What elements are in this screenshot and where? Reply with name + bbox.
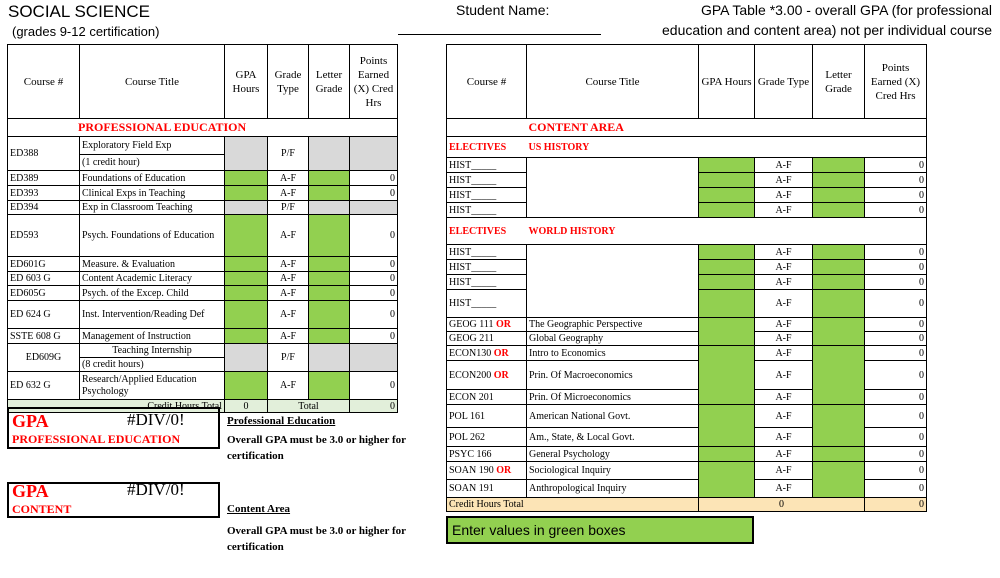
gpa-hours-input[interactable] xyxy=(699,346,755,405)
course-title: Foundations of Education xyxy=(80,171,225,186)
course-no: ED393 xyxy=(8,186,80,201)
grade-type: A-F xyxy=(755,361,813,390)
grade-type: A-F xyxy=(755,173,813,188)
table-row xyxy=(447,447,927,462)
course-no: ED 603 G xyxy=(8,272,80,286)
course-no: ED 632 G xyxy=(8,372,80,400)
course-title: Psych. Foundations of Education xyxy=(80,215,225,257)
points-cell: 0 xyxy=(865,290,927,318)
gpa-label: GPA xyxy=(12,481,49,501)
points-total-value: 0 xyxy=(865,498,927,512)
letter-grade-cell xyxy=(309,201,350,215)
letter-grade-input[interactable] xyxy=(813,275,865,290)
or-label: OR xyxy=(493,369,509,381)
gpa-hours-input[interactable] xyxy=(225,186,268,201)
grade-type: A-F xyxy=(755,428,813,447)
course-title: Intro to Economics xyxy=(527,346,699,361)
gpa-professional-value: #DIV/0! xyxy=(127,410,185,429)
grade-type: A-F xyxy=(755,245,813,260)
course-title: Am., State, & Local Govt. xyxy=(527,428,699,447)
letter-grade-input[interactable] xyxy=(309,329,350,344)
course-no: GEOG 211 xyxy=(447,332,527,346)
table-row xyxy=(8,215,398,257)
points-cell: 0 xyxy=(350,286,398,301)
course-title: The Geographic Perspective xyxy=(527,318,699,332)
course-no: HIST_____ xyxy=(447,290,527,318)
points-cell: 0 xyxy=(350,372,398,400)
table-row xyxy=(447,462,927,480)
course-title: Teaching Internship xyxy=(80,344,225,358)
section-title-content: CONTENT AREA xyxy=(527,119,927,137)
gpa-hours-input[interactable] xyxy=(699,405,755,447)
points-cell: 0 xyxy=(865,332,927,346)
gpa-content-value: #DIV/0! xyxy=(127,480,185,499)
letter-grade-input[interactable] xyxy=(309,186,350,201)
or-label: OR xyxy=(496,319,512,330)
letter-grade-cell xyxy=(309,137,350,171)
credit-hours-total-label: Credit Hours Total xyxy=(8,400,225,413)
letter-grade-input[interactable] xyxy=(309,272,350,286)
gpa-content-box xyxy=(7,482,220,518)
grade-type: P/F xyxy=(268,201,309,215)
grade-type: A-F xyxy=(755,332,813,346)
or-label: OR xyxy=(496,465,512,476)
points-total-label: Total xyxy=(268,400,350,413)
course-title: Measure. & Evaluation xyxy=(80,257,225,272)
page-subtitle: (grades 9-12 certification) xyxy=(12,24,160,39)
gpa-label: GPA xyxy=(12,411,49,431)
letter-grade-input[interactable] xyxy=(813,260,865,275)
col-course-no: Course # xyxy=(447,45,527,119)
page-title: SOCIAL SCIENCE xyxy=(8,2,151,21)
col-points: Points Earned (X) Cred Hrs xyxy=(865,45,927,119)
points-cell: 0 xyxy=(865,390,927,405)
credit-hours-total-value: 0 xyxy=(225,400,268,413)
letter-grade-input[interactable] xyxy=(813,447,865,462)
gpa-hours-input[interactable] xyxy=(699,245,755,260)
grade-type: P/F xyxy=(268,344,309,372)
course-no: ED394 xyxy=(8,201,80,215)
letter-grade-input[interactable] xyxy=(813,346,865,405)
gpa-hours-cell xyxy=(225,201,268,215)
course-no: ED601G xyxy=(8,257,80,272)
table-row xyxy=(447,245,927,260)
course-no: ED605G xyxy=(8,286,80,301)
gpa-professional-box xyxy=(7,407,220,449)
course-no: HIST_____ xyxy=(447,188,527,203)
gpa-hours-input[interactable] xyxy=(225,286,268,301)
course-no: HIST_____ xyxy=(447,260,527,275)
course-title-note: (1 credit hour) xyxy=(80,155,225,171)
grade-type: A-F xyxy=(755,447,813,462)
grade-type: A-F xyxy=(755,480,813,498)
points-cell xyxy=(350,137,398,171)
grade-type: A-F xyxy=(755,462,813,480)
gpa-hours-input[interactable] xyxy=(699,188,755,203)
col-grade-type: Grade Type xyxy=(755,45,813,119)
course-no: ED609G xyxy=(8,344,80,372)
points-cell: 0 xyxy=(865,245,927,260)
electives-label: ELECTIVES xyxy=(447,137,527,158)
grade-type: A-F xyxy=(755,318,813,332)
points-cell: 0 xyxy=(350,257,398,272)
letter-grade-input[interactable] xyxy=(309,301,350,329)
letter-grade-input[interactable] xyxy=(813,173,865,188)
section-title-professional: PROFESSIONAL EDUCATION xyxy=(8,119,398,137)
points-cell xyxy=(350,201,398,215)
gpa-hours-input[interactable] xyxy=(225,329,268,344)
grade-type: A-F xyxy=(268,186,309,201)
col-course-title: Course Title xyxy=(80,45,225,119)
points-cell: 0 xyxy=(865,480,927,498)
grade-type: A-F xyxy=(268,301,309,329)
grade-type: A-F xyxy=(268,171,309,186)
gpa-hours-cell xyxy=(225,344,268,372)
points-cell: 0 xyxy=(865,462,927,480)
table-row xyxy=(8,137,398,155)
gpa-hours-input[interactable] xyxy=(699,158,755,173)
gpa-hours-input[interactable] xyxy=(225,272,268,286)
course-title: Psych. of the Excep. Child xyxy=(80,286,225,301)
points-cell: 0 xyxy=(865,158,927,173)
points-cell: 0 xyxy=(350,272,398,286)
points-cell: 0 xyxy=(865,428,927,447)
points-cell: 0 xyxy=(865,203,927,218)
course-title: Exp in Classroom Teaching xyxy=(80,201,225,215)
table-row xyxy=(447,405,927,428)
gpa-note-line1: GPA Table *3.00 - overall GPA (for professional xyxy=(700,2,992,18)
gpa-hours-cell xyxy=(225,137,268,171)
table-row xyxy=(8,286,398,301)
grade-type: A-F xyxy=(268,257,309,272)
grade-type: A-F xyxy=(755,405,813,428)
table-row xyxy=(447,318,927,332)
professional-education-note: Overall GPA must be 3.0 or higher for certification xyxy=(227,434,406,462)
course-no: HIST_____ xyxy=(447,275,527,290)
col-course-title: Course Title xyxy=(527,45,699,119)
course-no: HIST_____ xyxy=(447,173,527,188)
course-title: Global Geography xyxy=(527,332,699,346)
table-row xyxy=(447,346,927,361)
course-title: American National Govt. xyxy=(527,405,699,428)
points-cell: 0 xyxy=(865,275,927,290)
content-area-table xyxy=(446,44,927,512)
letter-grade-input[interactable] xyxy=(813,158,865,173)
col-letter-grade: Letter Grade xyxy=(309,45,350,119)
gpa-hours-input[interactable] xyxy=(699,203,755,218)
student-name-field[interactable] xyxy=(398,34,601,35)
grade-type: P/F xyxy=(268,137,309,171)
gpa-hours-input[interactable] xyxy=(699,260,755,275)
credit-hours-total-label: Credit Hours Total xyxy=(447,498,699,512)
col-gpa-hours: GPA Hours xyxy=(699,45,755,119)
course-no: HIST_____ xyxy=(447,203,527,218)
course-no: ED 624 G xyxy=(8,301,80,329)
grade-type: A-F xyxy=(755,203,813,218)
points-cell: 0 xyxy=(350,171,398,186)
gpa-hours-input[interactable] xyxy=(699,173,755,188)
gpa-table-note xyxy=(618,0,992,40)
table-row xyxy=(8,186,398,201)
content-area-note-heading: Content Area xyxy=(227,503,291,515)
letter-grade-input[interactable] xyxy=(309,171,350,186)
course-title: General Psychology xyxy=(527,447,699,462)
course-no: PSYC 166 xyxy=(447,447,527,462)
gpa-hours-input[interactable] xyxy=(225,372,268,400)
course-title: Content Academic Literacy xyxy=(80,272,225,286)
course-no: SSTE 608 G xyxy=(8,329,80,344)
course-title-blank xyxy=(527,245,699,318)
electives-label: ELECTIVES xyxy=(447,218,527,245)
course-title: Exploratory Field Exp xyxy=(80,137,225,155)
course-title-blank xyxy=(527,158,699,218)
grade-type: A-F xyxy=(755,158,813,173)
course-no: HIST_____ xyxy=(447,158,527,173)
grade-type: A-F xyxy=(755,260,813,275)
grade-type: A-F xyxy=(268,329,309,344)
course-no: SOAN 191 xyxy=(447,480,527,498)
or-label: OR xyxy=(493,347,509,359)
letter-grade-input[interactable] xyxy=(813,462,865,498)
table-row xyxy=(8,329,398,344)
table-row xyxy=(8,201,398,215)
points-cell: 0 xyxy=(350,301,398,329)
gpa-hours-input[interactable] xyxy=(225,215,268,257)
gpa-hours-input[interactable] xyxy=(699,462,755,498)
us-history-label: US HISTORY xyxy=(527,137,927,158)
professional-education-table xyxy=(7,44,398,413)
letter-grade-input[interactable] xyxy=(309,257,350,272)
content-area-note: Overall GPA must be 3.0 or higher for certification xyxy=(227,525,406,553)
course-title: Anthropological Inquiry xyxy=(527,480,699,498)
grade-type: A-F xyxy=(268,372,309,400)
course-no: ED388 xyxy=(8,137,80,171)
points-cell: 0 xyxy=(350,215,398,257)
letter-grade-input[interactable] xyxy=(813,318,865,346)
grade-type: A-F xyxy=(268,272,309,286)
professional-education-note-heading: Professional Education xyxy=(227,415,336,427)
gpa-hours-input[interactable] xyxy=(699,275,755,290)
table-row xyxy=(8,372,398,400)
grade-type: A-F xyxy=(755,290,813,318)
gpa-hours-input[interactable] xyxy=(699,447,755,462)
world-history-label: WORLD HISTORY xyxy=(527,218,927,245)
points-cell xyxy=(350,344,398,372)
course-title: Inst. Intervention/Reading Def xyxy=(80,301,225,329)
points-cell: 0 xyxy=(865,346,927,361)
points-total-value: 0 xyxy=(350,400,398,413)
table-row xyxy=(8,171,398,186)
gpa-hours-input[interactable] xyxy=(225,257,268,272)
points-cell: 0 xyxy=(865,318,927,332)
letter-grade-cell xyxy=(309,344,350,372)
gpa-hours-input[interactable] xyxy=(225,171,268,186)
letter-grade-input[interactable] xyxy=(813,203,865,218)
table-row xyxy=(8,272,398,286)
course-no: ECON200 OR xyxy=(447,361,527,390)
points-cell: 0 xyxy=(865,405,927,428)
gpa-note-line2: education and content area) not per individual course xyxy=(662,22,992,38)
grade-type: A-F xyxy=(755,390,813,405)
gpa-hours-input[interactable] xyxy=(699,290,755,318)
letter-grade-input[interactable] xyxy=(309,286,350,301)
col-grade-type: Grade Type xyxy=(268,45,309,119)
course-no: ED593 xyxy=(8,215,80,257)
points-cell: 0 xyxy=(865,361,927,390)
points-cell: 0 xyxy=(865,260,927,275)
letter-grade-input[interactable] xyxy=(813,290,865,318)
col-points: Points Earned (X) Cred Hrs xyxy=(350,45,398,119)
course-no: HIST_____ xyxy=(447,245,527,260)
credit-hours-total-value: 0 xyxy=(699,498,865,512)
grade-type: A-F xyxy=(755,275,813,290)
points-cell: 0 xyxy=(350,329,398,344)
col-gpa-hours: GPA Hours xyxy=(225,45,268,119)
course-title: Clinical Exps in Teaching xyxy=(80,186,225,201)
course-no: ED389 xyxy=(8,171,80,186)
course-title: Management of Instruction xyxy=(80,329,225,344)
grade-type: A-F xyxy=(755,188,813,203)
course-title: Research/Applied Education Psychology xyxy=(80,372,225,400)
gpa-hours-input[interactable] xyxy=(225,301,268,329)
letter-grade-input[interactable] xyxy=(309,215,350,257)
letter-grade-input[interactable] xyxy=(309,372,350,400)
gpa-hours-input[interactable] xyxy=(699,318,755,346)
table-row xyxy=(8,301,398,329)
table-row xyxy=(447,158,927,173)
letter-grade-input[interactable] xyxy=(813,188,865,203)
points-cell: 0 xyxy=(865,447,927,462)
course-title: Prin. Of Macroeconomics xyxy=(527,361,699,390)
course-no: GEOG 111 OR xyxy=(447,318,527,332)
grade-type: A-F xyxy=(268,215,309,257)
points-cell: 0 xyxy=(350,186,398,201)
course-no: ECON 201 xyxy=(447,390,527,405)
course-title: Sociological Inquiry xyxy=(527,462,699,480)
table-row xyxy=(8,344,398,358)
table-row xyxy=(8,257,398,272)
total-row xyxy=(447,498,927,512)
grade-type: A-F xyxy=(755,346,813,361)
gpa-professional-label: PROFESSIONAL EDUCATION xyxy=(12,432,181,446)
grade-type: A-F xyxy=(268,286,309,301)
col-course-no: Course # xyxy=(8,45,80,119)
course-no: ECON130 OR xyxy=(447,346,527,361)
points-cell: 0 xyxy=(865,173,927,188)
points-cell: 0 xyxy=(865,188,927,203)
gpa-content-label: CONTENT xyxy=(12,502,72,516)
col-letter-grade: Letter Grade xyxy=(813,45,865,119)
course-title-note: (8 credit hours) xyxy=(80,358,225,372)
letter-grade-input[interactable] xyxy=(813,245,865,260)
letter-grade-input[interactable] xyxy=(813,405,865,447)
course-no: POL 262 xyxy=(447,428,527,447)
course-no: POL 161 xyxy=(447,405,527,428)
course-title: Prin. Of Microeconomics xyxy=(527,390,699,405)
enter-values-note: Enter values in green boxes xyxy=(446,516,754,544)
course-no: SOAN 190 OR xyxy=(447,462,527,480)
student-name-label: Student Name: xyxy=(456,2,550,18)
